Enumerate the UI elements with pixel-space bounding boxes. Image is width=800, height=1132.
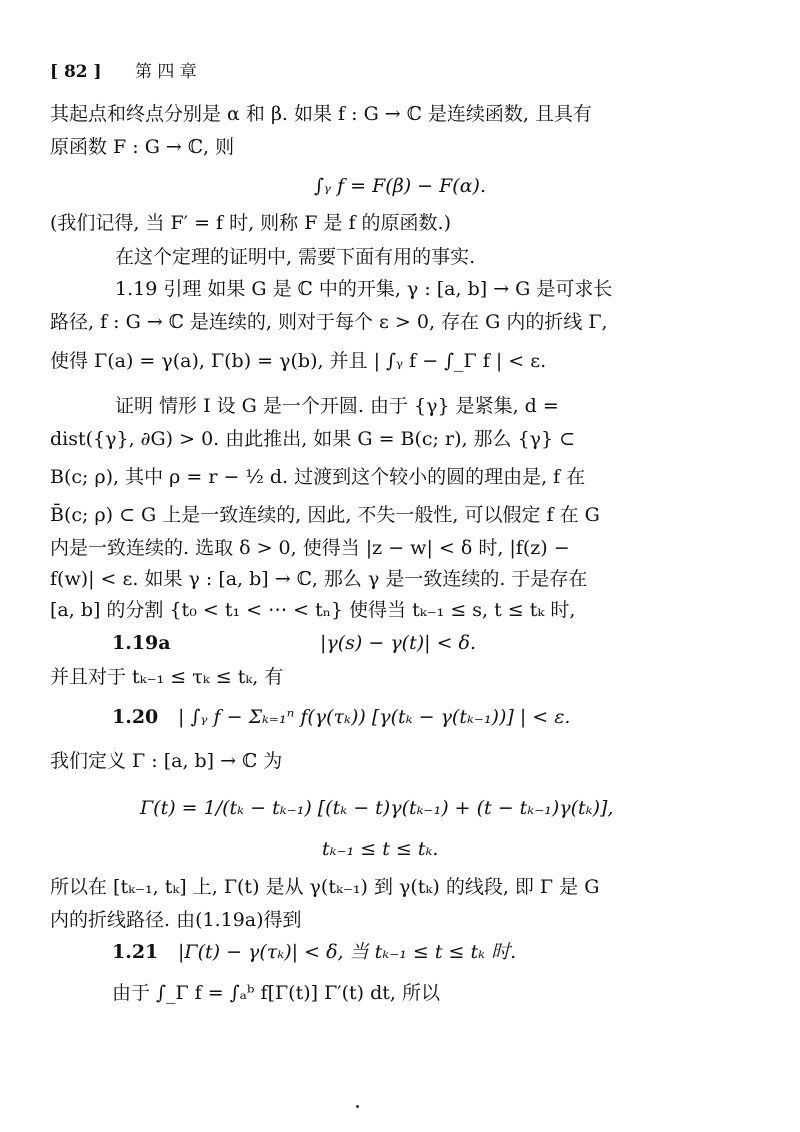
text-line: 路径, f : G → ℂ 是连续的, 则对于每个 ε > 0, 存在 G 内的折线 Γ, bbox=[50, 311, 608, 333]
text-line: 原函数 F : G → ℂ, 则 bbox=[50, 136, 235, 158]
proof-heading: 证明 情形 I 设 G 是一个开圆. 由于 {γ} 是紧集, d = bbox=[115, 395, 559, 417]
text-line: [a, b] 的分割 {t₀ < t₁ < ⋯ < tₙ} 使得当 tₖ₋₁ ≤ s, t ≤ tₖ 时, bbox=[50, 599, 576, 621]
equation-label: 1.19a bbox=[112, 632, 171, 654]
text-line: (我们记得, 当 F′ = f 时, 则称 F 是 f 的原函数.) bbox=[50, 212, 452, 234]
text-line: 内的折线路径. 由(1.19a)得到 bbox=[50, 909, 302, 931]
text-line: 内是一致连续的. 选取 δ > 0, 使得当 |z − w| < δ 时, |f(z) − bbox=[50, 537, 570, 559]
text-line: 由于 ∫_Γ f = ∫ₐᵇ f[Γ(t)] Γ′(t) dt, 所以 bbox=[112, 982, 440, 1004]
equation: Γ(t) = 1/(tₖ − tₖ₋₁) [(tₖ − t)γ(tₖ₋₁) + (t − tₖ₋₁)γ(tₖ)], bbox=[140, 797, 614, 819]
equation: ∫ᵧ f = F(β) − F(α). bbox=[314, 175, 486, 197]
equation: |γ(s) − γ(t)| < δ. bbox=[320, 632, 477, 654]
equation-condition: tₖ₋₁ ≤ t ≤ tₖ. bbox=[322, 838, 439, 860]
equation-label: 1.20 bbox=[112, 706, 159, 728]
lemma-heading: 1.19 引理 如果 G 是 ℂ 中的开集, γ : [a, b] → G 是可求长 bbox=[115, 278, 613, 300]
text-line: 我们定义 Γ : [a, b] → ℂ 为 bbox=[50, 750, 283, 772]
page-number: [ 82 ] bbox=[50, 62, 102, 82]
text-line: B(c; ρ), 其中 ρ = r − ½ d. 过渡到这个较小的圆的理由是, f 在 bbox=[50, 466, 586, 488]
text-line: 所以在 [tₖ₋₁, tₖ] 上, Γ(t) 是从 γ(tₖ₋₁) 到 γ(tₖ) 的线段, 即 Γ 是 G bbox=[50, 876, 600, 898]
text-line: dist({γ}, ∂G) > 0. 由此推出, 如果 G = B(c; r), 那么 {γ} ⊂ bbox=[50, 428, 576, 450]
equation: |Γ(t) − γ(τₖ)| < δ, 当 tₖ₋₁ ≤ t ≤ tₖ 时. bbox=[178, 941, 517, 963]
equation-label: 1.21 bbox=[112, 941, 159, 963]
equation: | ∫ᵧ f − Σₖ₌₁ⁿ f(γ(τₖ)) [γ(tₖ − γ(tₖ₋₁))] | < ε. bbox=[178, 706, 571, 728]
text-line: 在这个定理的证明中, 需要下面有用的事实. bbox=[115, 246, 476, 268]
text-line: f(w)| < ε. 如果 γ : [a, b] → ℂ, 那么 γ 是一致连续的. 于是存在 bbox=[50, 568, 588, 590]
text-line: 并且对于 tₖ₋₁ ≤ τₖ ≤ tₖ, 有 bbox=[50, 666, 284, 688]
text-line: 使得 Γ(a) = γ(a), Γ(b) = γ(b), 并且 | ∫ᵧ f − ∫_Γ f | < ε. bbox=[50, 350, 547, 372]
scan-speck bbox=[356, 1105, 359, 1108]
text-line: B̄(c; ρ) ⊂ G 上是一致连续的, 因此, 不失一般性, 可以假定 f 在 G bbox=[50, 504, 600, 526]
text-line: 其起点和终点分别是 α 和 β. 如果 f : G → ℂ 是连续函数, 且具有 bbox=[50, 103, 592, 125]
chapter-title: 第 四 章 bbox=[135, 62, 197, 82]
